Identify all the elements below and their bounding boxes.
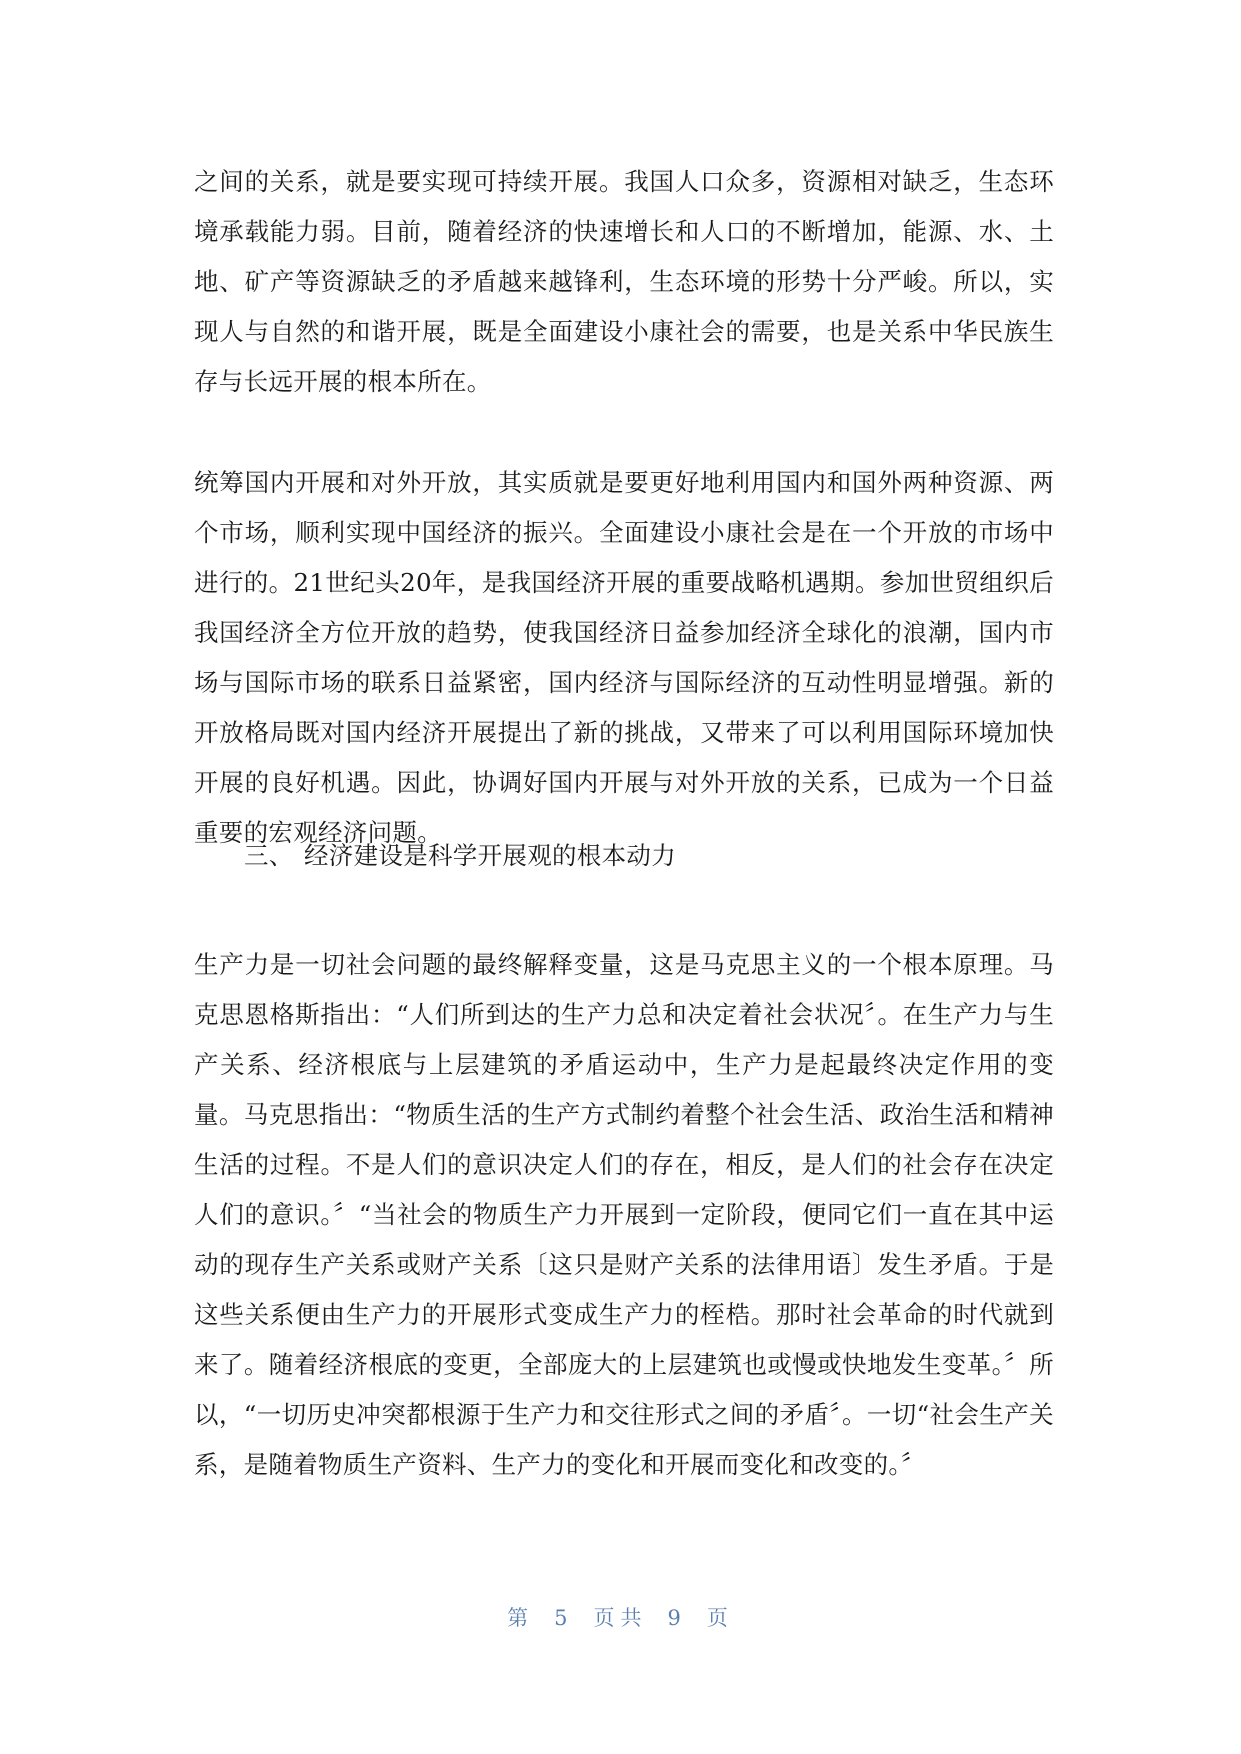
footer-suffix: 页 — [706, 1606, 734, 1630]
footer-middle: 页共 — [593, 1606, 648, 1630]
current-page-number: 5 — [554, 1606, 574, 1630]
section-number: 三、 — [244, 841, 294, 870]
body-paragraph: 生产力是一切社会问题的最终解释变量，这是马克思主义的一个根本原理。马克思恩格斯指出：“人们所到达的生产力总和决定着社会状况〞。在生产力与生产关系、经济根底与上层建筑的矛盾运动中，生产力是起最终决定作用的变量。马克思指出：“物质生活的生产方式制约着整个社会生活、政治生活和精神生活的过程。不是人们的意识决定人们的存在，相反，是人们的社会存在决定人们的意识。〞“当社会的物质生产力开展到一定阶段，便同它们一直在其中运动的现存生产关系或财产关系〔这只是财产关系的法律用语〕发生矛盾。于是这些关系便由生产力的开展形式变成生产力的桎梏。那时社会革命的时代就到来了。随着经济根底的变更，全部庞大的上层建筑也或慢或快地发生变革。〞所以，“一切历史冲突都根源于生产力和交往形式之间的矛盾〞。一切“社会生产关系，是随着物质生产资料、生产力的变化和开展而变化和改变的。〞 — [194, 950, 1054, 1479]
footer-prefix: 第 — [507, 1606, 535, 1630]
section-heading — [244, 831, 676, 881]
section-title: 经济建设是科学开展观的根本动力 — [304, 841, 676, 870]
body-paragraph: 之间的关系，就是要实现可持续开展。我国人口众多，资源相对缺乏，生态环境承载能力弱。目前，随着经济的快速增长和人口的不断增加，能源、水、土地、矿产等资源缺乏的矛盾越来越锋利，生态环境的形势十分严峻。所以，实现人与自然的和谐开展，既是全面建设小康社会的需要，也是关系中华民族生存与长远开展的根本所在。 — [194, 167, 1054, 396]
page-footer — [0, 1602, 1241, 1632]
body-paragraph: 统筹国内开展和对外开放，其实质就是要更好地利用国内和国外两种资源、两个市场，顺利实现中国经济的振兴。全面建设小康社会是在一个开放的市场中进行的。21世纪头20年，是我国经济开展的重要战略机遇期。参加世贸组织后我国经济全方位开放的趋势，使我国经济日益参加经济全球化的浪潮，国内市场与国际市场的联系日益紧密，国内经济与国际经济的互动性明显增强。新的开放格局既对国内经济开展提出了新的挑战，又带来了可以利用国际环境加快开展的良好机遇。因此，协调好国内开展与对外开放的关系，已成为一个日益重要的宏观经济问题。 — [194, 468, 1054, 847]
total-pages-number: 9 — [667, 1606, 687, 1630]
